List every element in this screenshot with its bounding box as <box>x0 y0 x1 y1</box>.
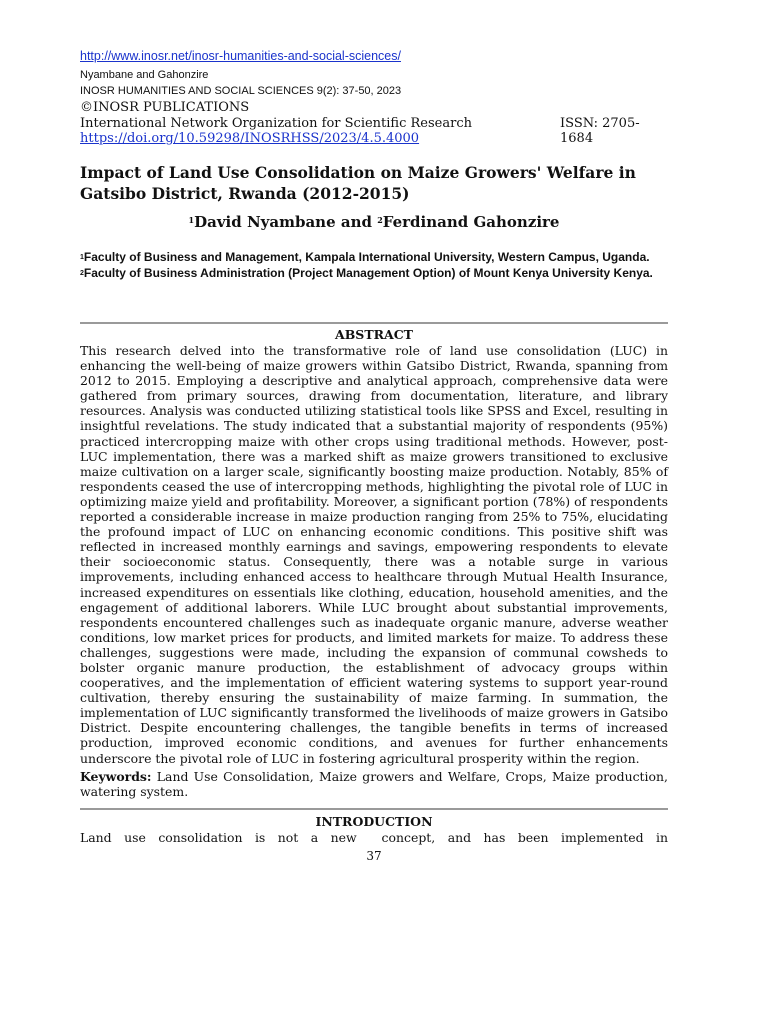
introduction-word: is <box>254 830 266 845</box>
abstract-text: This research delved into the transformative role of land use consolidation (LUC) in enhancing the well-being of maize growers within Gatsibo District, Rwanda, spanning from 2012 to 2015. Employing a descriptive and analytical approach, comprehensive data were gathered from primary sources, drawing from documentation, literature, and library resources. Analysis was conducted utilizing statistical tools like SPSS and Excel, resulting in insightful revelations. The study indicated that a substantial majority of respondents (95%) practiced intercropping maize with other crops using traditional methods. However, post-LUC implementation, there was a marked shift as maize growers transitioned to exclusive maize cultivation on a larger scale, significantly boosting maize production. Notably, 85% of respondents ceased the use of intercropping methods, highlighting the pivotal role of LUC in optimizing maize yield and profitability. Moreover, a significant portion (78%) of respondents reported a considerable increase in maize production ranging from 25% to 75%, elucidating the profound impact of LUC on enhancing economic conditions. This positive shift was reflected in increased monthly earnings and savings, empowering respondents to elevate their socioeconomic status. Consequently, there was a notable surge in various improvements, including enhanced access to healthcare through Mutual Health Insurance, increased expenditures on essentials like clothing, education, household amenities, and the engagement of additional laborers. While LUC brought about substantial improvements, respondents encountered challenges such as inadequate organic manure, adverse weather conditions, low market prices for products, and limited markets for maize. To address these challenges, suggestions were made, including the expansion of communal cowsheds to bolster organic manure production, the establishment of advocacy groups within cooperatives, and the implementation of efficient watering systems to support year-round cultivation, thereby ensuring the sustainability of maize farming. In summation, the implementation of LUC significantly transformed the livelihoods of maize growers in Gatsibo District. Despite encountering challenges, the tangible benefits in terms of increased production, improved economic conditions, and avenues for further enhancements underscore the pivotal role of LUC in fostering agricultural prosperity within the region. <box>80 343 668 766</box>
author-2-name: Ferdinand Gahonzire <box>382 213 560 231</box>
affiliation-2 <box>80 266 668 282</box>
introduction-word: and <box>447 830 472 845</box>
author-1-name: David Nyambane <box>194 213 336 231</box>
introduction-word: been <box>517 830 549 845</box>
author-1-sup: 1 <box>188 215 195 225</box>
journal-url[interactable]: http://www.inosr.net/inosr-humanities-and-social-sciences/ <box>80 49 401 63</box>
introduction-word: consolidation <box>158 830 243 845</box>
doi-link[interactable]: https://doi.org/10.59298/INOSRHSS/2023/4.5.4000 <box>80 131 420 146</box>
introduction-word: use <box>124 830 146 845</box>
introduction-word: in <box>655 830 668 845</box>
introduction-word: not <box>277 830 299 845</box>
introduction-word: has <box>483 830 506 845</box>
issn: ISSN: 2705-1684 <box>560 116 640 146</box>
abstract-heading: ABSTRACT <box>335 327 413 342</box>
introduction-first-line <box>80 830 668 845</box>
introduction-word: concept, <box>381 830 436 845</box>
author-list <box>80 213 668 231</box>
introduction-word: a <box>310 830 319 845</box>
page-number: 37 <box>366 849 382 863</box>
journal-url-link[interactable] <box>80 49 401 63</box>
paper-title: Impact of Land Use Consolidation on Maize Growers' Welfare in Gatsibo District, Rwanda (2012-2015) <box>80 163 636 203</box>
doi-line[interactable] <box>80 131 419 146</box>
keywords-label: Keywords: <box>80 769 152 784</box>
author-2-sup: 2 <box>377 215 383 225</box>
introduction-word: implemented <box>560 830 644 845</box>
affiliation-2-sup: 2 <box>80 269 84 277</box>
publisher-line: ©INOSR PUBLICATIONS <box>80 100 250 115</box>
section-divider <box>80 808 668 810</box>
author-joiner: and <box>335 213 378 231</box>
organization-name: International Network Organization for Scientific Research <box>80 116 472 131</box>
affiliation-2-text: Faculty of Business Administration (Project Management Option) of Mount Kenya University Kenya. <box>83 265 653 280</box>
affiliation-1-sup: 1 <box>80 254 84 261</box>
introduction-word: new <box>330 830 357 845</box>
introduction-heading: INTRODUCTION <box>315 814 433 829</box>
running-authors: Nyambane and Gahonzire <box>80 69 209 81</box>
affiliation-1-text: Faculty of Business and Management, Kampala International University, Western Campus, Uganda. <box>83 250 650 264</box>
keywords-text: Land Use Consolidation, Maize growers and Welfare, Crops, Maize production, watering system. <box>80 769 668 800</box>
keywords <box>80 769 668 799</box>
section-divider <box>80 322 668 324</box>
affiliation-1 <box>80 250 668 266</box>
affiliations <box>80 250 668 281</box>
introduction-word: Land <box>80 830 112 845</box>
journal-citation: INOSR HUMANITIES AND SOCIAL SCIENCES 9(2): 37-50, 2023 <box>80 85 402 97</box>
